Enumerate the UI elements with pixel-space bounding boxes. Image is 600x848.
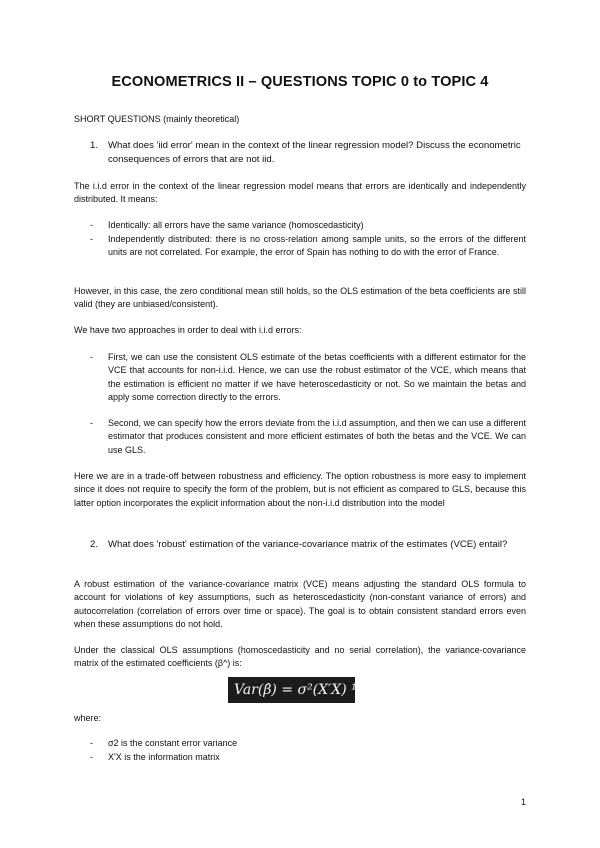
list-item-text: X'X is the information matrix <box>108 752 220 762</box>
bullet-marker: - <box>90 234 93 244</box>
list-item-text: Independently distributed: there is no cross-relation among sample units, so the errors of the different units are not correlated. For example, the error of Spain has nothing to do with the error of France. <box>108 234 526 258</box>
list-item-text: First, we can use the consistent OLS estimate of the betas coefficients with a different estimator for the VCE that accounts for non-i.i.d. Hence, we can use the robust estimator of the VCE, which means that the estimation is efficient no matter if we have heteroscedasticity or not. So we maintain the betas and apply some correction directly to the errors. <box>108 352 526 403</box>
bullet-marker: - <box>90 418 93 428</box>
question-1 <box>90 139 526 167</box>
question-number: 2. <box>90 539 99 550</box>
variance-formula-image: Var(β̂) = σ²(X′X) ¹ <box>228 677 355 703</box>
list-item <box>90 219 526 232</box>
list-item <box>90 751 526 764</box>
question-text: What does 'robust' estimation of the variance-covariance matrix of the estimates (VCE) entail? <box>108 539 508 550</box>
paragraph-tradeoff: Here we are in a trade-off between robustness and efficiency. The option robustness is more easy to implement since it does not require to specify the form of the problem, but is not efficient as compared to GLS, because this latter option incorporates the explicit information about the non-i.i.d distribution into the model <box>74 471 526 508</box>
paragraph-zero-conditional-mean: However, in this case, the zero conditional mean still holds, so the OLS estimation of the beta coefficients are still valid (they are unbiased/consistent). <box>74 286 526 310</box>
where-label: where: <box>74 713 102 723</box>
paragraph-iid-definition: The i.i.d error in the context of the linear regression model means that errors are identically and independently distributed. It means: <box>74 181 526 205</box>
list-item-text: Identically: all errors have the same variance (homoscedasticity) <box>108 220 364 230</box>
paragraph-classical-ols: Under the classical OLS assumptions (homoscedasticity and no serial correlation), the variance-covariance matrix of the estimated coefficients (β^) is: <box>74 645 526 669</box>
bullet-marker: - <box>90 752 93 762</box>
paragraph-robust-vce: A robust estimation of the variance-covariance matrix (VCE) means adjusting the standard OLS formula to account for violations of key assumptions, such as heteroscedasticity (non-constant variance of errors) and autocorrelation (correlation of errors over time or space). The goal is to obtain consistent standard errors even when these assumptions do not hold. <box>74 579 526 630</box>
section-heading: SHORT QUESTIONS (mainly theoretical) <box>74 114 240 124</box>
list-item-text: σ2 is the constant error variance <box>108 738 238 748</box>
list-item <box>90 351 526 405</box>
page-number: 1 <box>520 797 526 807</box>
list-item <box>90 233 526 260</box>
question-number: 1. <box>90 140 99 151</box>
paragraph-two-approaches: We have two approaches in order to deal with i.i.d errors: <box>74 325 302 335</box>
page-title: ECONOMETRICS II – QUESTIONS TOPIC 0 to TOPIC 4 <box>111 74 489 90</box>
bullet-marker: - <box>90 352 93 362</box>
list-item-text: Second, we can specify how the errors deviate from the i.i.d assumption, and then we can use a different estimator that produces consistent and more efficient estimates of both the betas and the VCE. We can use GLS. <box>108 418 526 455</box>
list-item <box>90 737 526 750</box>
list-item <box>90 417 526 457</box>
question-2 <box>90 538 526 552</box>
bullet-marker: - <box>90 220 93 230</box>
bullet-marker: - <box>90 738 93 748</box>
question-text: What does 'iid error' mean in the context of the linear regression model? Discuss the econometric consequences of errors that are not iid. <box>108 140 521 165</box>
